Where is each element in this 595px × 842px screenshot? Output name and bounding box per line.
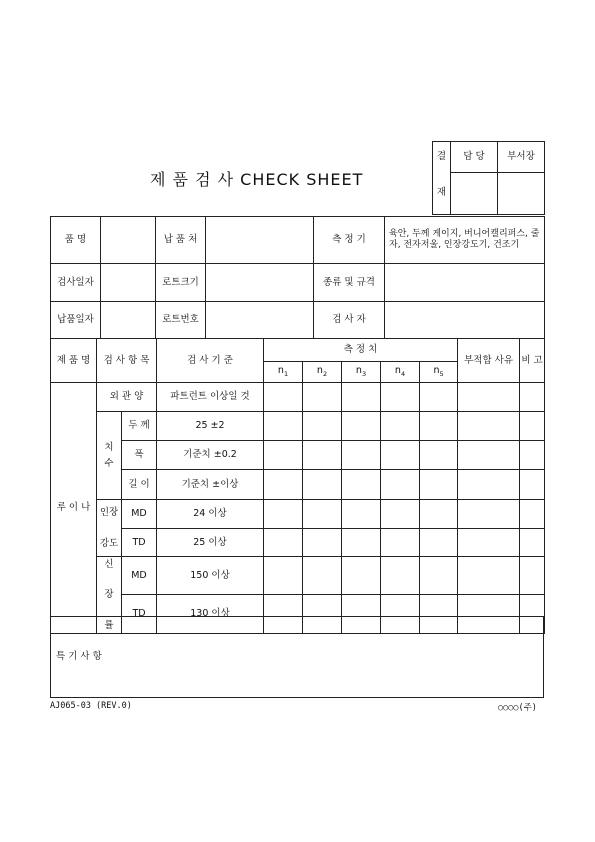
instrument-label: 측 정 기	[314, 217, 385, 264]
inspection-date-field[interactable]	[101, 264, 156, 302]
remarks-cell[interactable]	[520, 441, 545, 470]
item-appearance: 외 관 양	[97, 383, 157, 412]
measure-cell[interactable]	[303, 557, 342, 595]
measure-cell[interactable]	[381, 529, 420, 557]
standard-thickness: 25 ±2	[157, 412, 264, 441]
measure-cell[interactable]	[342, 441, 381, 470]
col-n4: $n_4$	[381, 362, 420, 383]
document-title: 제 품 검 사 CHECK SHEET	[150, 170, 364, 189]
instrument-value: 육안, 두께 게이지, 버니어캘리퍼스, 줄자, 전자저울, 인장강도기, 건조기	[385, 217, 545, 264]
approval-label-bottom: 재	[433, 173, 451, 215]
notes-label: 특 기 사 항	[56, 651, 102, 663]
approval-box	[432, 141, 545, 215]
nonconformity-cell[interactable]	[458, 470, 520, 500]
product-name-label: 품 명	[51, 217, 101, 264]
supplier-label: 납 품 처	[156, 217, 206, 264]
measure-cell[interactable]	[342, 383, 381, 412]
approval-col-manager: 담 당	[451, 142, 498, 173]
item-tensile-td: TD	[122, 529, 157, 557]
measure-cell[interactable]	[420, 500, 458, 529]
nonconformity-cell[interactable]	[458, 441, 520, 470]
approval-col-director: 부서장	[498, 142, 545, 173]
item-length: 길 이	[122, 470, 157, 500]
standard-length: 기준치 ±이상	[157, 470, 264, 500]
remarks-cell[interactable]	[520, 383, 545, 412]
nonconformity-cell[interactable]	[458, 500, 520, 529]
approval-sign-director[interactable]	[498, 173, 545, 215]
standard-elongation-td: 130 이상	[157, 595, 264, 633]
inspection-date-label: 검사일자	[51, 264, 101, 302]
measure-cell[interactable]	[264, 529, 303, 557]
delivery-date-field[interactable]	[101, 302, 156, 339]
header-info-table	[50, 216, 545, 339]
measure-cell[interactable]	[420, 557, 458, 595]
measure-cell[interactable]	[342, 557, 381, 595]
measure-cell[interactable]	[420, 529, 458, 557]
form-code: AJ065-03 (REV.0)	[50, 701, 132, 711]
company-name: ○○○○(주)	[498, 703, 537, 713]
remarks-cell[interactable]	[520, 470, 545, 500]
nonconformity-cell[interactable]	[458, 557, 520, 595]
measure-cell[interactable]	[420, 470, 458, 500]
group-dimension: 치 수	[97, 412, 122, 500]
product-row-label: 루 이 나	[51, 383, 97, 634]
measure-cell[interactable]	[420, 441, 458, 470]
measure-cell[interactable]	[303, 383, 342, 412]
measure-cell[interactable]	[342, 412, 381, 441]
standard-width: 기준치 ±0.2	[157, 441, 264, 470]
nonconformity-cell[interactable]	[458, 529, 520, 557]
measure-cell[interactable]	[381, 383, 420, 412]
col-nonconformity: 부적합 사유	[458, 339, 520, 383]
measure-cell[interactable]	[303, 412, 342, 441]
measure-cell[interactable]	[342, 470, 381, 500]
inspector-label: 검 사 자	[314, 302, 385, 339]
measure-cell[interactable]	[264, 412, 303, 441]
standard-tensile-td: 25 이상	[157, 529, 264, 557]
supplier-field[interactable]	[206, 217, 314, 264]
lot-number-field[interactable]	[206, 302, 314, 339]
measure-cell[interactable]	[381, 412, 420, 441]
measure-cell[interactable]	[381, 500, 420, 529]
col-n5: $n_5$	[420, 362, 458, 383]
measure-cell[interactable]	[303, 470, 342, 500]
item-thickness: 두 께	[122, 412, 157, 441]
measure-cell[interactable]	[303, 441, 342, 470]
measure-cell[interactable]	[381, 441, 420, 470]
col-item: 검 사 항 목	[97, 339, 157, 383]
item-tensile-md: MD	[122, 500, 157, 529]
measure-cell[interactable]	[264, 557, 303, 595]
nonconformity-cell[interactable]	[458, 383, 520, 412]
inspection-table	[50, 338, 545, 634]
product-name-field[interactable]	[101, 217, 156, 264]
measure-cell[interactable]	[381, 470, 420, 500]
remarks-cell[interactable]	[520, 529, 545, 557]
type-spec-label: 종류 및 규격	[314, 264, 385, 302]
measure-cell[interactable]	[420, 412, 458, 441]
col-measured: 측 정 치	[264, 339, 458, 362]
col-n3: $n_3$	[342, 362, 381, 383]
measure-cell[interactable]	[264, 470, 303, 500]
group-elongation: 신 장 률	[97, 557, 122, 634]
standard-elongation-md: 150 이상	[157, 557, 264, 595]
measure-cell[interactable]	[264, 500, 303, 529]
delivery-date-label: 납품일자	[51, 302, 101, 339]
approval-label-top: 결	[433, 142, 451, 173]
measure-cell[interactable]	[420, 383, 458, 412]
notes-area[interactable]	[51, 617, 544, 698]
measure-cell[interactable]	[264, 441, 303, 470]
item-elongation-md: MD	[122, 557, 157, 595]
measure-cell[interactable]	[303, 500, 342, 529]
measure-cell[interactable]	[303, 529, 342, 557]
measure-cell[interactable]	[264, 383, 303, 412]
remarks-cell[interactable]	[520, 500, 545, 529]
standard-appearance: 파트런트 이상일 것	[157, 383, 264, 412]
inspector-field[interactable]	[385, 302, 545, 339]
measure-cell[interactable]	[342, 500, 381, 529]
remarks-cell[interactable]	[520, 557, 545, 595]
notes-table	[50, 616, 544, 698]
measure-cell[interactable]	[381, 557, 420, 595]
type-spec-field[interactable]	[385, 264, 545, 302]
lot-number-label: 로트번호	[156, 302, 206, 339]
approval-sign-manager[interactable]	[451, 173, 498, 215]
standard-tensile-md: 24 이상	[157, 500, 264, 529]
col-n2: $n_2$	[303, 362, 342, 383]
col-remarks: 비 고	[520, 339, 545, 383]
item-elongation-td: TD	[122, 595, 157, 633]
col-n1: $n_1$	[264, 362, 303, 383]
nonconformity-cell[interactable]	[458, 412, 520, 441]
lot-size-field[interactable]	[206, 264, 314, 302]
item-width: 폭	[122, 441, 157, 470]
remarks-cell[interactable]	[520, 412, 545, 441]
measure-cell[interactable]	[342, 529, 381, 557]
col-standard: 검 사 기 준	[157, 339, 264, 383]
group-tensile: 인장 강도	[97, 500, 122, 557]
col-product-name: 제 품 명	[51, 339, 97, 383]
lot-size-label: 로트크기	[156, 264, 206, 302]
